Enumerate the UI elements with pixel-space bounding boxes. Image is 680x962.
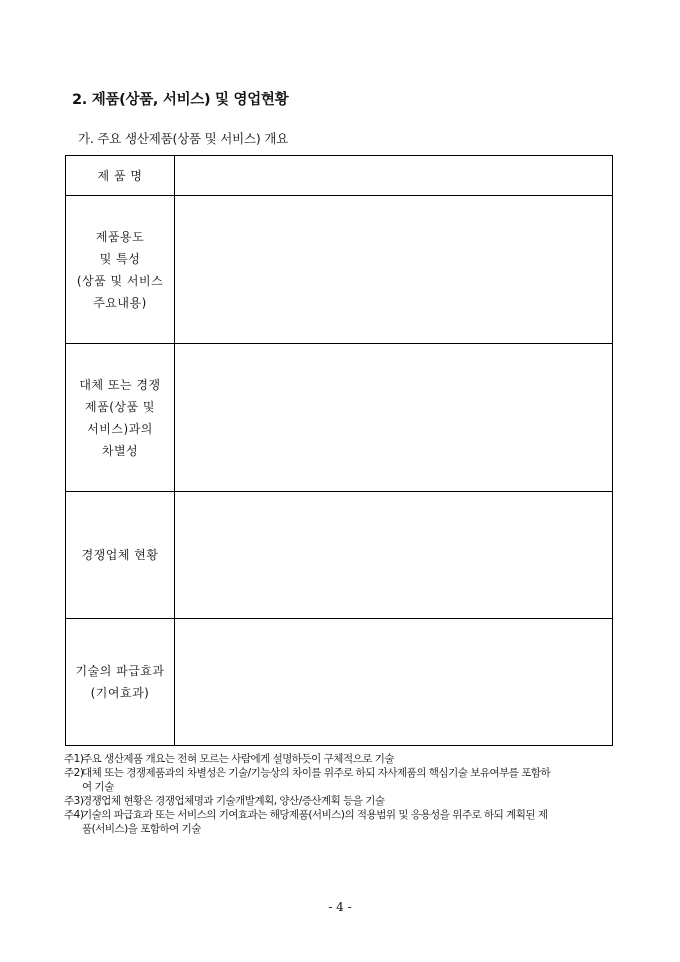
footnote-number: 주1)	[64, 753, 84, 765]
footnote	[64, 752, 620, 766]
footnote	[64, 766, 620, 794]
footnote-number: 주2)	[64, 767, 84, 779]
footnote-text: 품(서비스)을 포함하여 기술	[82, 823, 201, 835]
row-label	[66, 344, 175, 492]
row-label	[66, 492, 175, 619]
label-line: 제 품 명	[97, 168, 143, 183]
product-name-field[interactable]	[175, 156, 613, 196]
footnotes	[64, 752, 620, 836]
label-line: 기술의 파급효과	[75, 664, 165, 678]
footnote-text: 여 기술	[82, 781, 114, 793]
page-number: - 4 -	[328, 900, 352, 914]
label-line: 대체 또는 경쟁	[79, 377, 161, 392]
subsection-title: 가. 주요 생산제품(상품 및 서비스) 개요	[78, 131, 289, 146]
footnote	[64, 794, 620, 808]
row-label	[66, 619, 175, 746]
competitor-status-field[interactable]	[175, 492, 613, 619]
label-line: 서비스)과의	[87, 421, 153, 436]
label-line: 및 특성	[99, 251, 141, 266]
ripple-effect-field[interactable]	[175, 619, 613, 746]
footnote-number: 주4)	[64, 809, 84, 821]
label-line: 경쟁업체 현황	[81, 548, 159, 562]
row-label	[66, 156, 175, 196]
footnote-text: 기술의 파급효과 또는 서비스의 기여효과는 해당제품(서비스)의 적용범위 및 응용성을 위주로 하되 계획된 제	[82, 809, 548, 821]
footnote-text: 경쟁업체 현황은 경쟁업체명과 기술개발계획, 양산/증산계획 등을 기술	[82, 795, 385, 807]
product-overview-table	[65, 155, 613, 746]
label-line: 차별성	[101, 443, 139, 458]
footnote-number: 주3)	[64, 795, 84, 807]
footnote-text: 주요 생산제품 개요는 전혀 모르는 사람에게 설명하듯이 구체적으로 기술	[82, 753, 394, 765]
footnote-text: 대체 또는 경쟁제품과의 차별성은 기술/기능상의 차이를 위주로 하되 자사제품의 핵심기술 보유여부를 포함하	[82, 767, 551, 779]
row-label	[66, 196, 175, 344]
product-usage-field[interactable]	[175, 196, 613, 344]
label-line: (상품 및 서비스	[76, 273, 164, 288]
table-row	[66, 156, 613, 196]
section-title: 2. 제품(상품, 서비스) 및 영업현황	[72, 92, 289, 108]
table-row	[66, 196, 613, 344]
label-line: (기여효과)	[90, 686, 150, 700]
table-row	[66, 619, 613, 746]
table-row	[66, 344, 613, 492]
differentiation-field[interactable]	[175, 344, 613, 492]
table-row	[66, 492, 613, 619]
label-line: 제품(상품 및	[85, 399, 155, 414]
label-line: 제품용도	[95, 229, 145, 244]
footnote	[64, 808, 620, 836]
label-line: 주요내용)	[93, 295, 147, 310]
